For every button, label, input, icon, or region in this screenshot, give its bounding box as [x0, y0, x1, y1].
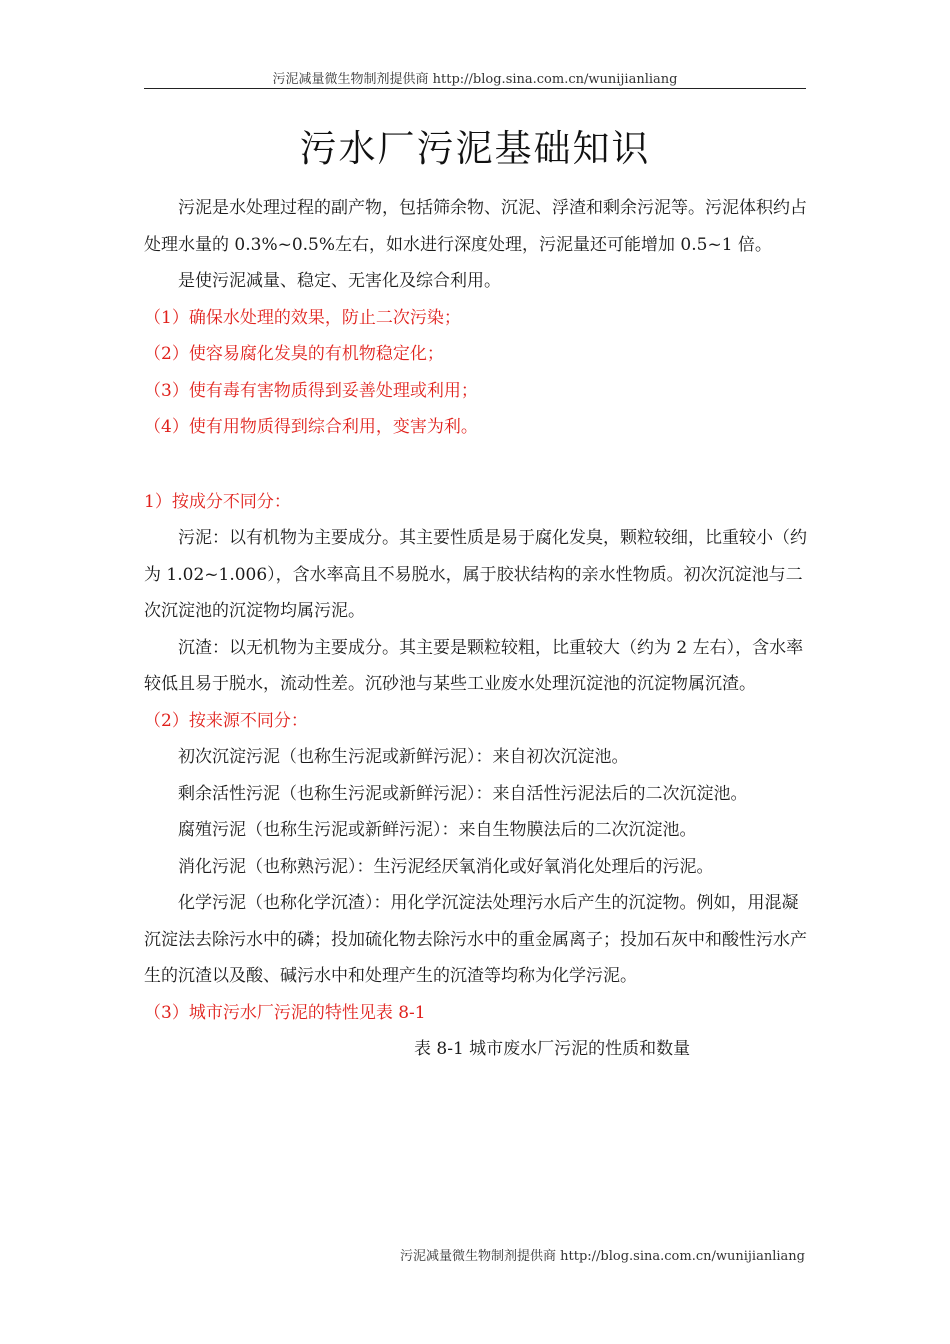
purpose-item-3: （3）使有毒有害物质得到妥善处理或利用； [144, 380, 478, 401]
page-header-text: 污泥减量微生物制剂提供商 http://blog.sina.com.cn/wunijianliang [272, 72, 678, 87]
chemical-sludge-paragraph: 化学污泥（也称化学沉渣）：用化学沉淀法处理污水后产生的沉淀物。例如，用混凝沉淀法去除污水中的磷；投加硫化物去除污水中的重金属离子；投加石灰中和酸性污水产生的沉渣以及酸、碱污水中和处理产生的沉渣等均称为化学污泥。 [144, 893, 807, 986]
header-divider [144, 88, 806, 89]
section-spacer [144, 446, 808, 484]
purpose-item-1: （1）确保水处理的效果，防止二次污染； [144, 307, 461, 328]
page-footer-text: 污泥减量微生物制剂提供商 http://blog.sina.com.cn/wunijianliang [400, 1249, 805, 1264]
document-title: 污水厂污泥基础知识 [299, 127, 651, 170]
section2-heading: （2）按来源不同分： [144, 710, 308, 731]
document-body [144, 190, 808, 1068]
sediment-paragraph: 沉渣：以无机物为主要成分。其主要是颗粒较粗，比重较大（约为 2 左右），含水率较低且易于脱水，流动性差。沉砂池与某些工业废水处理沉淀池的沉淀物属沉渣。 [144, 637, 804, 694]
purpose-item-4: （4）使有用物质得到综合利用，变害为利。 [144, 417, 478, 437]
purpose-paragraph: 是使污泥减量、稳定、无害化及综合利用。 [178, 271, 501, 291]
source-item-4: 消化污泥（也称熟污泥）：生污泥经厌氧消化或好氧消化处理后的污泥。 [178, 856, 714, 877]
section1-heading: 1）按成分不同分： [144, 491, 291, 512]
source-item-2: 剩余活性污泥（也称生污泥或新鲜污泥）：来自活性污泥法后的二次沉淀池。 [178, 783, 748, 804]
sludge-paragraph: 污泥：以有机物为主要成分。其主要性质是易于腐化发臭，颗粒较细，比重较小（约为 1.02~1.006），含水率高且不易脱水，属于胶状结构的亲水性物质。初次沉淀池与二次沉淀池的沉淀物均属污泥。 [144, 528, 807, 621]
purpose-item-2: （2）使容易腐化发臭的有机物稳定化； [144, 344, 444, 364]
source-item-1: 初次沉淀污泥（也称生污泥或新鲜污泥）：来自初次沉淀池。 [178, 747, 629, 767]
table-caption: 表 8-1 城市废水厂污泥的性质和数量 [414, 1039, 691, 1059]
intro-paragraph: 污泥是水处理过程的副产物，包括筛余物、沉泥、浮渣和剩余污泥等。污泥体积约占处理水量的 0.3%~0.5%左右，如水进行深度处理，污泥量还可能增加 0.5~1 倍。 [144, 198, 807, 255]
source-item-3: 腐殖污泥（也称生污泥或新鲜污泥）：来自生物膜法后的二次沉淀池。 [178, 820, 697, 840]
section3-heading: （3）城市污水厂污泥的特性见表 8-1 [144, 1002, 426, 1023]
